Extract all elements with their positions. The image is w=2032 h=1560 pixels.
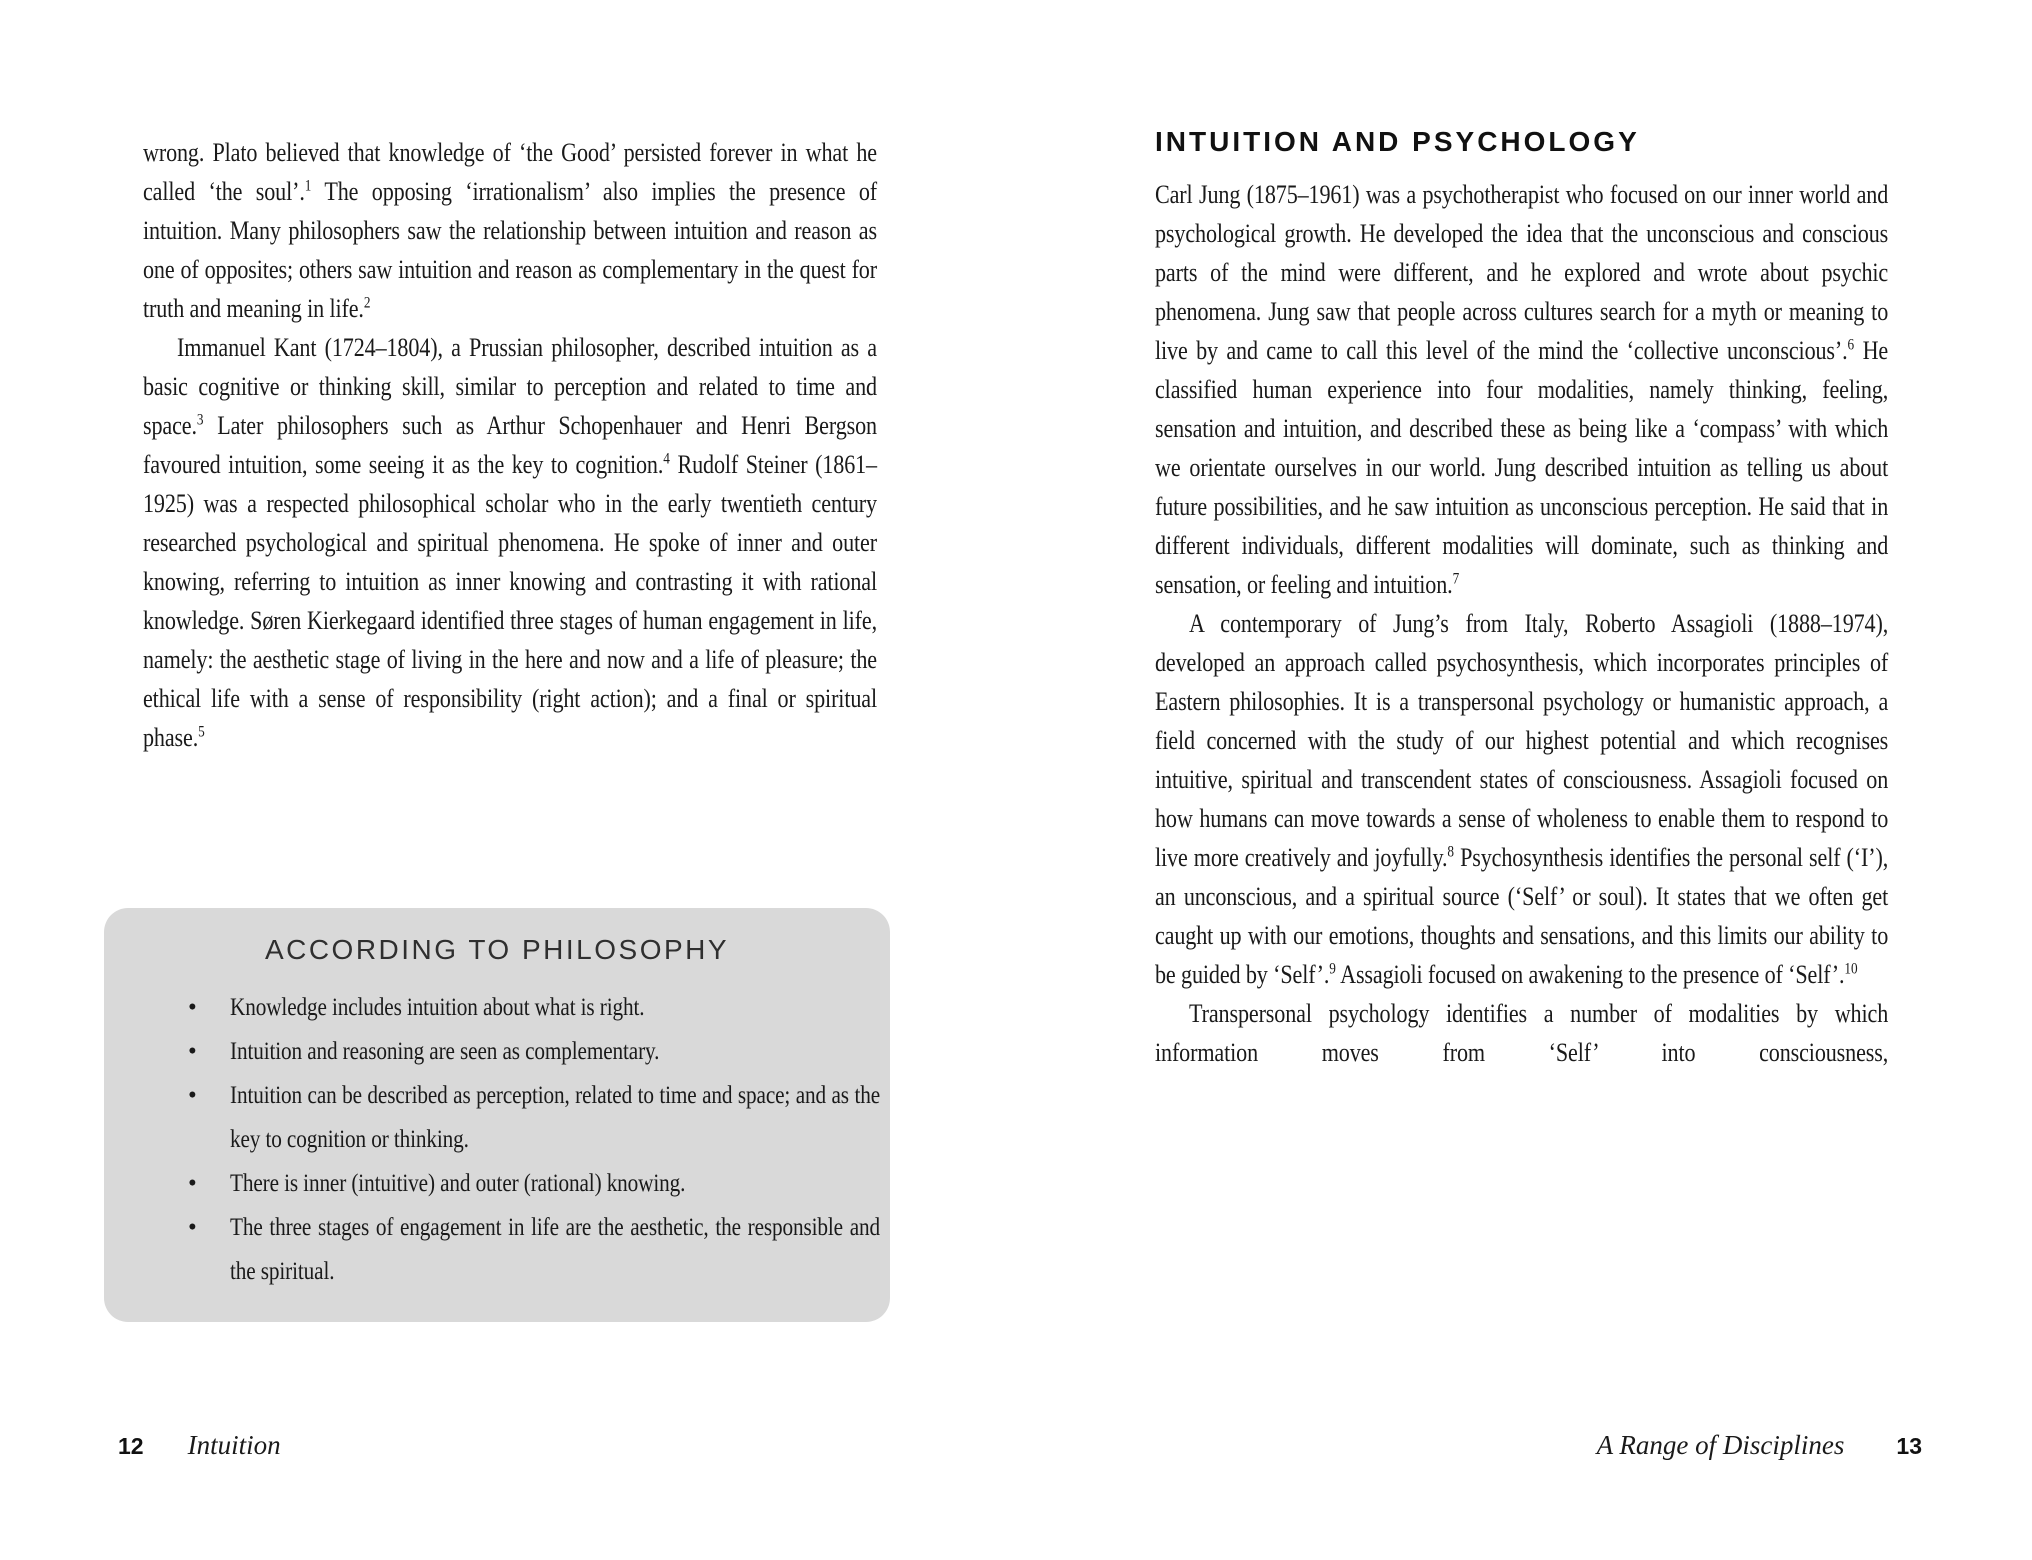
callout-bullet-item [188, 1074, 890, 1162]
callout-bullet-item [188, 1030, 890, 1074]
callout-bullet-text-wrap [230, 1074, 880, 1162]
bullet-dot-icon: • [188, 1170, 197, 1197]
left-page-footer [118, 1430, 281, 1461]
callout-bullet-text: The three stages of engagement in life are the aesthetic, the responsible and the spiritual. [230, 1214, 881, 1285]
bullet-dot-icon: • [188, 994, 197, 1021]
callout-bullet-item [188, 1206, 890, 1294]
callout-bullet-text: Intuition and reasoning are seen as complementary. [230, 1038, 660, 1065]
callout-bullet-text-wrap [230, 986, 880, 1030]
callout-bullet-text: There is inner (intuitive) and outer (rational) knowing. [230, 1170, 686, 1197]
bullet-dot-icon: • [188, 1082, 197, 1109]
body-paragraph: wrong. Plato believed that knowledge of ‘the Good’ persisted forever in what he called ‘the soul’.$^1$ The opposing ‘irrationalism’ also implies the presence of intuition. Many philosophers saw the relationship between intuition and reason as one of opposites; others saw intuition and reason as complementary in the quest for truth and meaning in life.$^2$ [143, 138, 877, 323]
body-paragraph: Immanuel Kant (1724–1804), a Prussian philosopher, described intuition as a basic cognitive or thinking skill, similar to perception and related to time and space.$^3$ Later philosophers such as Arthur Schopenhauer and Henri Bergson favoured intuition, some seeing it as the key to cognition.$^4$ Rudolf Steiner (1861–1925) was a respected philosophical scholar who in the early twentieth century researched psychological and spiritual phenomena. He spoke of inner and outer knowing, referring to intuition as inner knowing and contrasting it with rational knowledge. Søren Kierkegaard identified three stages of human engagement in life, namely: the aesthetic stage of living in the here and now and a life of pleasure; the ethical life with a sense of responsibility (right action); and a final or spiritual phase.$^5$ [143, 333, 877, 752]
page-number-left: 12 [118, 1433, 144, 1459]
bullet-dot-icon: • [188, 1214, 197, 1241]
callout-bullet-list [104, 986, 890, 1294]
callout-bullet-item [188, 986, 890, 1030]
callout-bullet-text: Knowledge includes intuition about what is right. [230, 994, 645, 1021]
left-text-column-inner [143, 133, 877, 757]
right-text-column [1155, 175, 1888, 1072]
callout-bullet-text-wrap [230, 1162, 880, 1206]
running-title-left: Intuition [187, 1430, 281, 1460]
page-number-right: 13 [1896, 1433, 1922, 1459]
body-paragraph: A contemporary of Jung’s from Italy, Roberto Assagioli (1888–1974), developed an approach called psychosynthesis, which incorporates principles of Eastern philosophies. It is a transpersonal psychology or humanistic approach, a field concerned with the study of our highest potential and which recognises intuitive, spiritual and transcendent states of consciousness. Assagioli focused on how humans can move towards a sense of wholeness to enable them to respond to live more creatively and joyfully.$^8$ Psychosynthesis identifies the personal self (‘I’), an unconscious, and a spiritual source (‘Self’ or soul). It states that we often get caught up with our emotions, thoughts and sensations, and this limits our ability to be guided by ‘Self’.$^9$ Assagioli focused on awakening to the presence of ‘Self’.$^{10}$ [1155, 609, 1889, 989]
callout-bullet-text-wrap [230, 1030, 880, 1074]
body-paragraph: Transpersonal psychology identifies a number of modalities by which information moves from ‘Self’ into consciousness, [1155, 999, 1889, 1067]
right-text-column-inner [1155, 175, 1888, 1072]
section-heading: INTUITION AND PSYCHOLOGY [1155, 126, 1640, 157]
philosophy-callout-box [104, 908, 890, 1322]
body-paragraph: Carl Jung (1875–1961) was a psychotherapist who focused on our inner world and psychological growth. He developed the idea that the unconscious and conscious parts of the mind were different, and he explored and wrote about psychic phenomena. Jung saw that people across cultures search for a myth or meaning to live by and came to call this level of the mind the ‘collective unconscious’.$^6$ He classified human experience into four modalities, namely thinking, feeling, sensation and intuition, and described these as being like a ‘compass’ with which we orientate ourselves in our world. Jung described intuition as telling us about future possibilities, and he saw intuition as unconscious perception. He said that in different individuals, different modalities will dominate, such as thinking and sensation, or feeling and intuition.$^7$ [1155, 180, 1889, 599]
running-title-right: A Range of Disciplines [1596, 1430, 1845, 1460]
callout-title: ACCORDING TO PHILOSOPHY [264, 934, 730, 965]
left-text-column [143, 133, 877, 757]
callout-bullet-text-wrap [230, 1206, 880, 1294]
right-page-footer [1597, 1430, 1922, 1461]
callout-bullet-text: Intuition can be described as perception, related to time and space; and as the key to cognition or thinking. [230, 1082, 881, 1153]
bullet-dot-icon: • [188, 1038, 197, 1065]
callout-bullet-item [188, 1162, 890, 1206]
